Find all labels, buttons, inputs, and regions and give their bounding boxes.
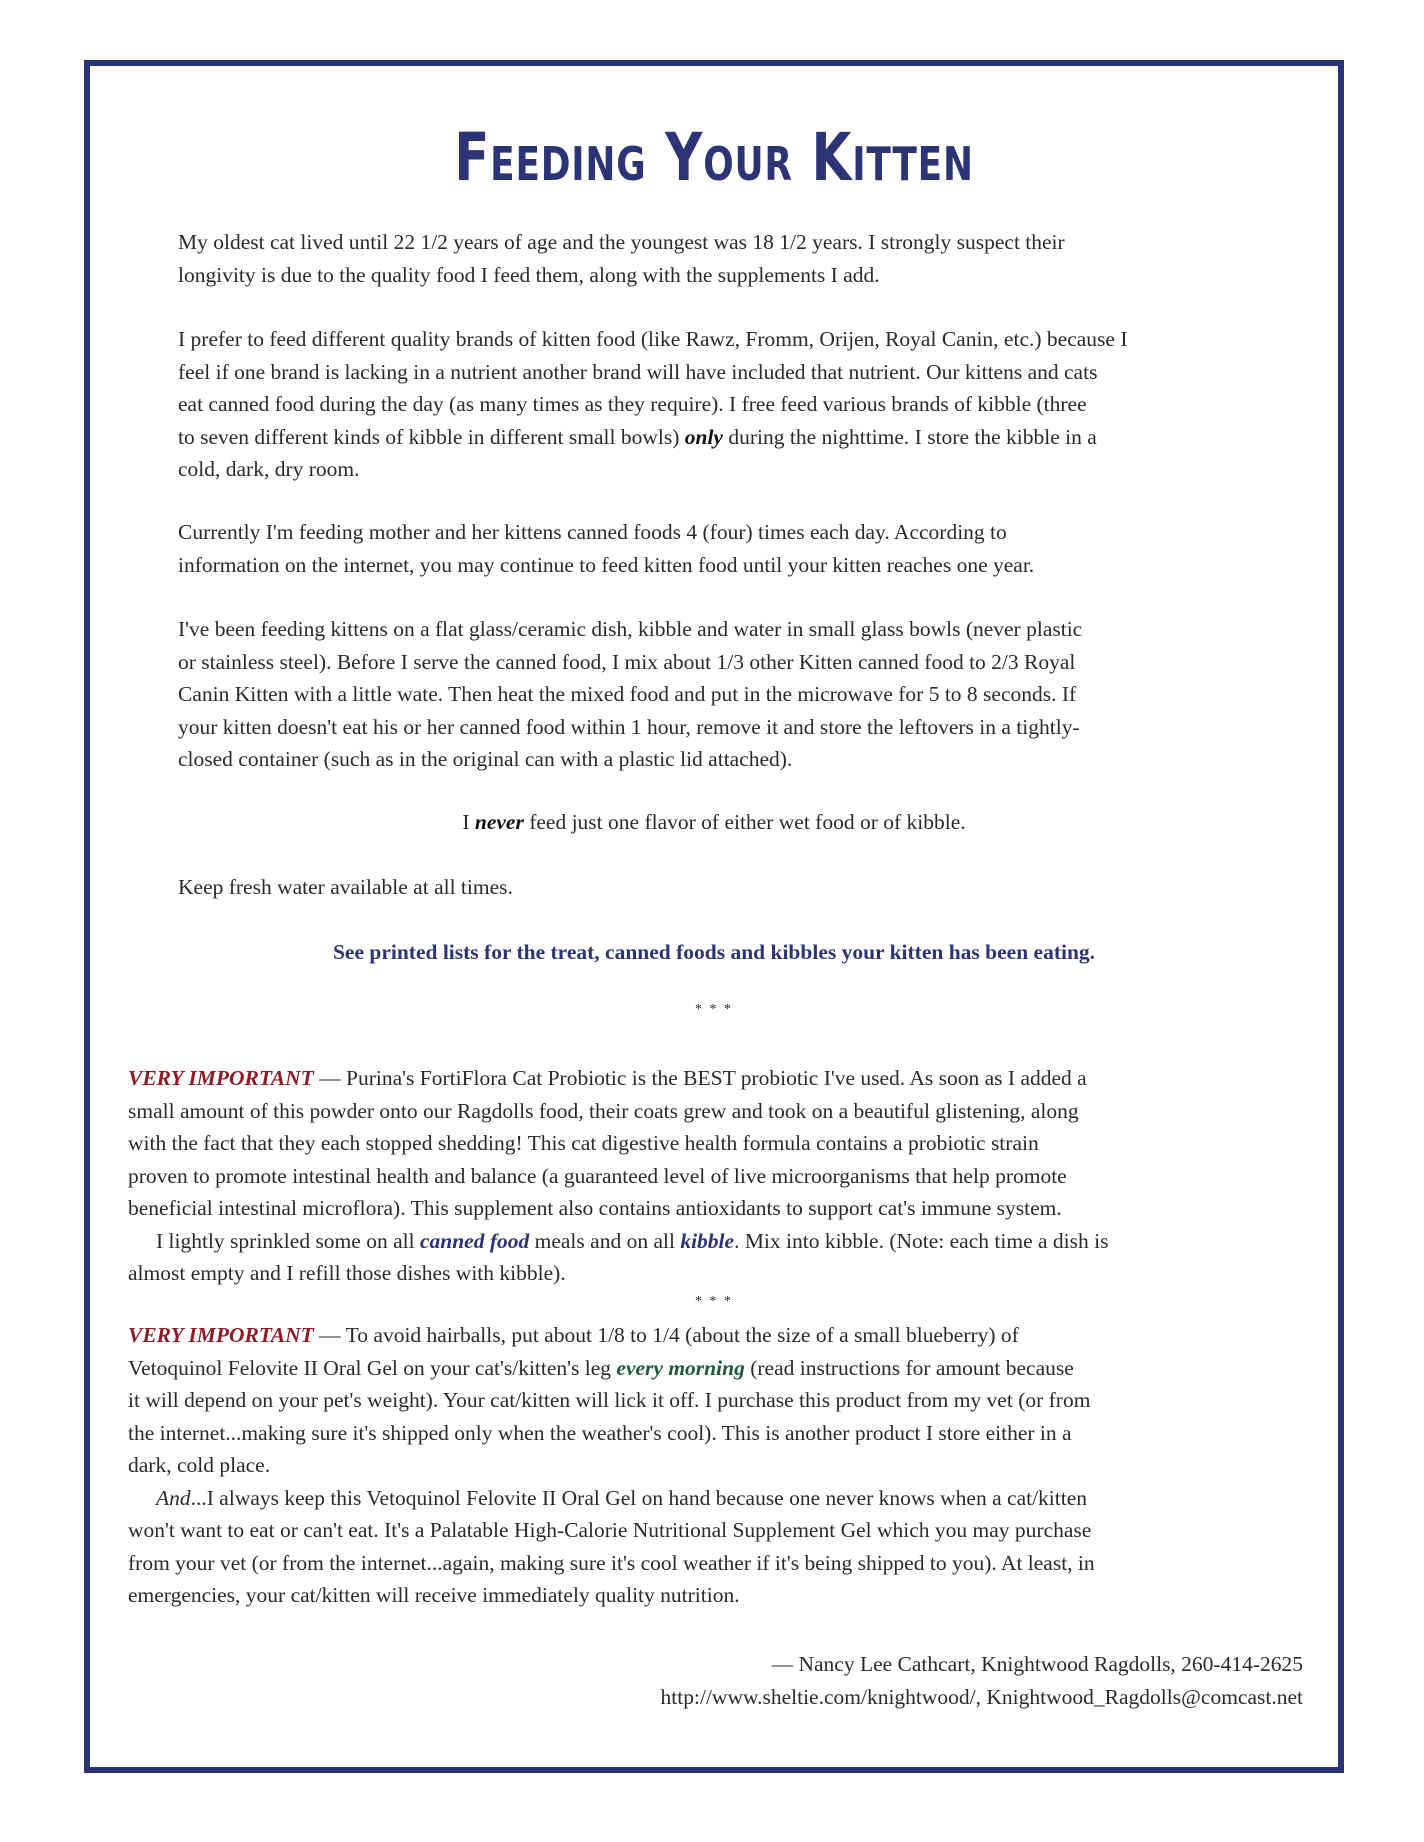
paragraph-feeding-schedule: [178, 516, 1238, 581]
text-run: (read instructions for amount because: [744, 1355, 1074, 1380]
text-line: I've been feeding kittens on a flat glass/ceramic dish, kibble and water in small glass bowls (never plastic: [178, 617, 1083, 641]
text-line: [128, 1062, 1288, 1095]
text-line: the internet...making sure it's shipped only when the weather's cool). This is another product I store either in a: [128, 1420, 1072, 1445]
text-line: information on the internet, you may continue to feed kitten food until your kitten reaches one year.: [178, 552, 1035, 577]
paragraph-fresh-water: Keep fresh water available at all times.: [178, 875, 513, 899]
signature-author: — Nancy Lee Cathcart, Knightwood Ragdolls, 260-414-2625: [771, 1652, 1303, 1676]
text-line: Currently I'm feeding mother and her kittens canned foods 4 (four) times each day. According to: [178, 520, 1007, 544]
text-line: [128, 1319, 1288, 1352]
text-line: emergencies, your cat/kitten will receive immediately quality nutrition.: [128, 1583, 740, 1607]
very-important-label: VERY IMPORTANT: [128, 1323, 314, 1347]
text-run: ,: [975, 1684, 987, 1709]
text-line: longivity is due to the quality food I feed them, along with the supplements I add.: [178, 262, 880, 287]
emphasis-canned-food: canned food: [419, 1228, 530, 1253]
very-important-label: VERY IMPORTANT: [128, 1066, 314, 1090]
document-border-frame: [84, 60, 1344, 1773]
text-line: My oldest cat lived until 22 1/2 years of age and the youngest was 18 1/2 years. I strongly suspect their: [178, 230, 1065, 254]
paragraph-brands: [178, 323, 1278, 486]
text-run: to seven different kinds of kibble in different small bowls): [178, 424, 685, 449]
website-link[interactable]: http://www.sheltie.com/knightwood/: [660, 1684, 976, 1709]
text-line: Canin Kitten with a little wate. Then heat the mixed food and put in the microwave for 5 to 8 seconds. If: [178, 682, 1077, 706]
paragraph-never-one-flavor: [90, 806, 1338, 839]
text-run: I lightly sprinkled some on all: [156, 1228, 420, 1253]
text-line: I prefer to feed different quality brands of kitten food (like Rawz, Fromm, Orijen, Royal Canin, etc.) because I: [178, 327, 1128, 351]
text-run: meals and on all: [529, 1228, 681, 1253]
text-run: — To avoid hairballs, put about 1/8 to 1/4 (about the size of a small blueberry) of: [313, 1323, 1019, 1347]
text-line: closed container (such as in the original can with a plastic lid attached).: [178, 747, 793, 771]
text-line: [128, 1225, 1288, 1258]
text-line: cold, dark, dry room.: [178, 457, 360, 481]
section-separator: * * *: [695, 1294, 733, 1309]
text-line: feel if one brand is lacking in a nutrient another brand will have included that nutrient. Our kittens and cats: [178, 359, 1098, 384]
callout-printed-lists: See printed lists for the treat, canned foods and kibbles your kitten has been eating.: [332, 940, 1096, 964]
text-line: with the fact that they each stopped shedding! This cat digestive health formula contains a probiotic strain: [128, 1131, 1039, 1155]
text-line: your kitten doesn't eat his or her canned food within 1 hour, remove it and store the leftovers in a tightly-: [178, 714, 1080, 739]
paragraph-longevity: [178, 226, 1238, 291]
emphasis-only: only: [684, 424, 723, 449]
text-line: almost empty and I refill those dishes with kibble).: [128, 1261, 566, 1285]
email-link[interactable]: Knightwood_Ragdolls@comcast.net: [986, 1684, 1303, 1709]
emphasis-and: And: [156, 1485, 191, 1510]
text-run: — Purina's FortiFlora Cat Probiotic is the BEST probiotic I've used. As soon as I added a: [313, 1066, 1087, 1090]
important-fortiflora: [128, 1062, 1288, 1290]
text-line: small amount of this powder onto our Ragdolls food, their coats grew and took on a beautiful glistening, along: [128, 1098, 1079, 1123]
text-line: eat canned food during the day (as many times as they require). I free feed various brands of kibble (three: [178, 392, 1087, 416]
text-line: dark, cold place.: [128, 1453, 271, 1477]
section-separator: * * *: [695, 1002, 733, 1017]
important-felovite: [128, 1319, 1288, 1612]
text-line: won't want to eat or can't eat. It's a Palatable High-Calorie Nutritional Supplement Gel which you may purchase: [128, 1518, 1092, 1542]
emphasis-every-morning: every morning: [616, 1355, 745, 1380]
signature-contact: [90, 1681, 1303, 1714]
text-line: it will depend on your pet's weight). Your cat/kitten will lick it off. I purchase this product from my vet (or from: [128, 1388, 1091, 1412]
paragraph-dishes: [178, 613, 1278, 776]
page-title: Feeding Your Kitten: [454, 119, 974, 196]
text-run: during the nighttime. I store the kibble in a: [722, 424, 1097, 449]
text-run: I: [462, 810, 475, 834]
text-run: ...I always keep this Vetoquinol Felovite II Oral Gel on hand because one never knows when a cat/kitten: [190, 1485, 1088, 1510]
text-line: or stainless steel). Before I serve the canned food, I mix about 1/3 other Kitten canned food to 2/3 Royal: [178, 649, 1076, 674]
text-run: . Mix into kibble. (Note: each time a dish is: [734, 1228, 1109, 1253]
emphasis-kibble: kibble: [680, 1228, 735, 1253]
text-line: proven to promote intestinal health and balance (a guaranteed level of live microorganisms that help promote: [128, 1163, 1067, 1188]
text-line: [178, 421, 1278, 454]
text-line: [128, 1352, 1288, 1385]
text-line: beneficial intestinal microflora). This supplement also contains antioxidants to support cat's immune system.: [128, 1196, 1062, 1220]
text-run: feed just one flavor of either wet food or of kibble.: [523, 810, 966, 834]
signature-block: [90, 1648, 1303, 1713]
text-line: from your vet (or from the internet...again, making sure it's cool weather if it's being shipped to you). At least, in: [128, 1550, 1095, 1575]
emphasis-never: never: [474, 810, 524, 834]
text-run: Vetoquinol Felovite II Oral Gel on your cat's/kitten's leg: [128, 1355, 617, 1380]
text-line: [128, 1482, 1288, 1515]
